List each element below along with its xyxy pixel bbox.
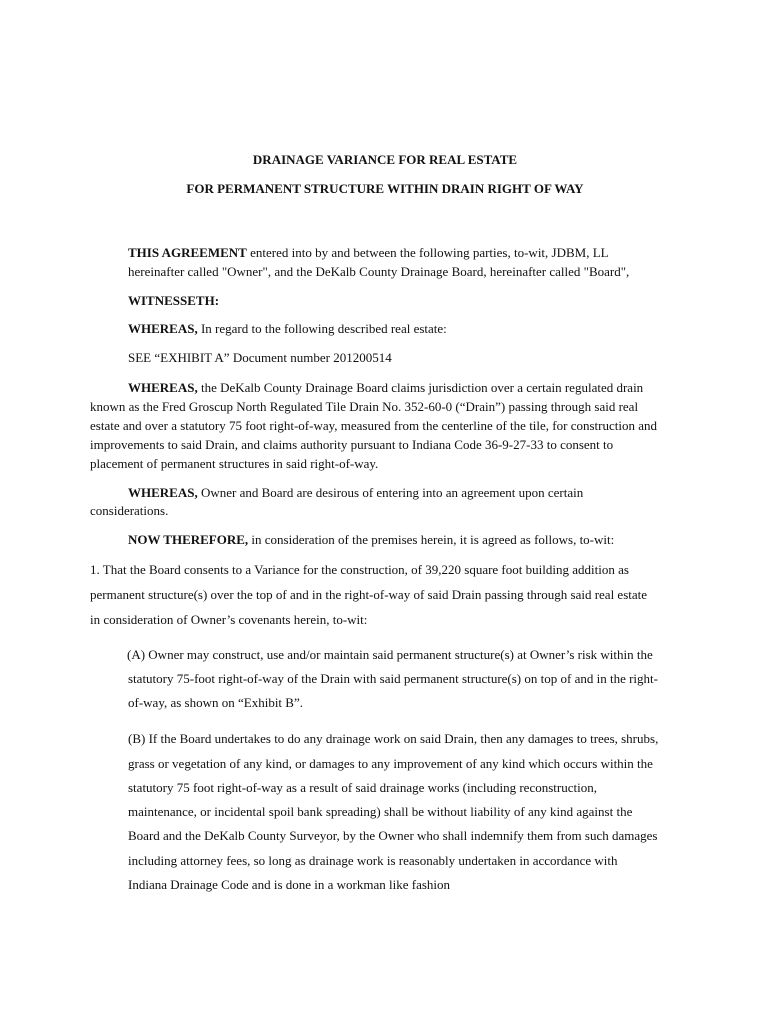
item-b-line-2: grass or vegetation of any kind, or damages to any improvement of any kind which occurs within the <box>128 756 653 771</box>
whereas-1-lead: WHEREAS, <box>128 321 198 336</box>
item-1-line-3: in consideration of Owner’s covenants herein, to-wit: <box>90 612 368 627</box>
whereas-1-line <box>128 321 447 337</box>
whereas-2-line-2: known as the Fred Groscup North Regulated Tile Drain No. 352-60-0 (“Drain”) passing through said real <box>90 399 639 414</box>
now-therefore-text: in consideration of the premises herein, it is agreed as follows, to-wit: <box>248 532 615 547</box>
whereas-2-line-4: improvements to said Drain, and claims authority pursuant to Indiana Code 36-9-27-33 to consent to <box>90 437 614 452</box>
now-therefore-line <box>128 532 614 548</box>
item-a-line-3: of-way, as shown on “Exhibit B”. <box>128 695 303 710</box>
witnesseth-heading: WITNESSETH: <box>128 293 220 308</box>
item-b-line-3: statutory 75 foot right-of-way as a result of said drainage works (including reconstruction, <box>128 780 597 795</box>
whereas-1-text: In regard to the following described real estate: <box>197 321 447 336</box>
item-b-line-1: (B) If the Board undertakes to do any drainage work on said Drain, then any damages to trees, shrubs, <box>128 731 659 746</box>
whereas-2-line-5: placement of permanent structures in said right-of-way. <box>90 456 379 471</box>
now-therefore-lead: NOW THEREFORE, <box>128 532 249 547</box>
agreement-line-2: hereinafter called "Owner", and the DeKalb County Drainage Board, hereinafter called "Board", <box>128 264 630 279</box>
whereas-2-line-1 <box>128 380 643 396</box>
whereas-3-text: Owner and Board are desirous of entering into an agreement upon certain <box>197 485 584 500</box>
whereas-3-lead: WHEREAS, <box>128 485 198 500</box>
document-title-line-1: DRAINAGE VARIANCE FOR REAL ESTATE <box>252 152 518 167</box>
item-b-line-5: Board and the DeKalb County Surveyor, by the Owner who shall indemnify them from such damages <box>128 828 658 843</box>
whereas-3-line-2: considerations. <box>90 503 169 518</box>
agreement-text: entered into by and between the following parties, to-wit, JDBM, LL <box>246 245 609 260</box>
item-a-line-1: (A) Owner may construct, use and/or maintain said permanent structure(s) at Owner’s risk within the <box>127 647 653 662</box>
item-1-line-1: 1. That the Board consents to a Variance for the construction, of 39,220 square foot building addition as <box>90 562 629 577</box>
document-title-line-2: FOR PERMANENT STRUCTURE WITHIN DRAIN RIGHT OF WAY <box>186 181 584 196</box>
item-b-line-6: including attorney fees, so long as drainage work is reasonably undertaken in accordance with <box>128 853 618 868</box>
agreement-line-1 <box>128 245 609 261</box>
agreement-lead: THIS AGREEMENT <box>128 245 247 260</box>
whereas-2-lead: WHEREAS, <box>128 380 198 395</box>
item-a-line-2: statutory 75-foot right-of-way of the Drain with said permanent structure(s) on top of and in the right- <box>128 671 658 686</box>
whereas-2-text: the DeKalb County Drainage Board claims jurisdiction over a certain regulated drain <box>197 380 644 395</box>
item-b-line-7: Indiana Drainage Code and is done in a workman like fashion <box>128 877 451 892</box>
see-exhibit-line: SEE “EXHIBIT A” Document number 201200514 <box>128 350 392 365</box>
item-1-line-2: permanent structure(s) over the top of and in the right-of-way of said Drain passing through said real estate <box>90 587 648 602</box>
whereas-3-line-1 <box>128 485 583 501</box>
whereas-2-line-3: estate and over a statutory 75 foot right-of-way, measured from the centerline of the tile, for construction and <box>90 418 657 433</box>
item-b-line-4: maintenance, or incidental spoil bank spreading) shall be without liability of any kind against the <box>128 804 633 819</box>
